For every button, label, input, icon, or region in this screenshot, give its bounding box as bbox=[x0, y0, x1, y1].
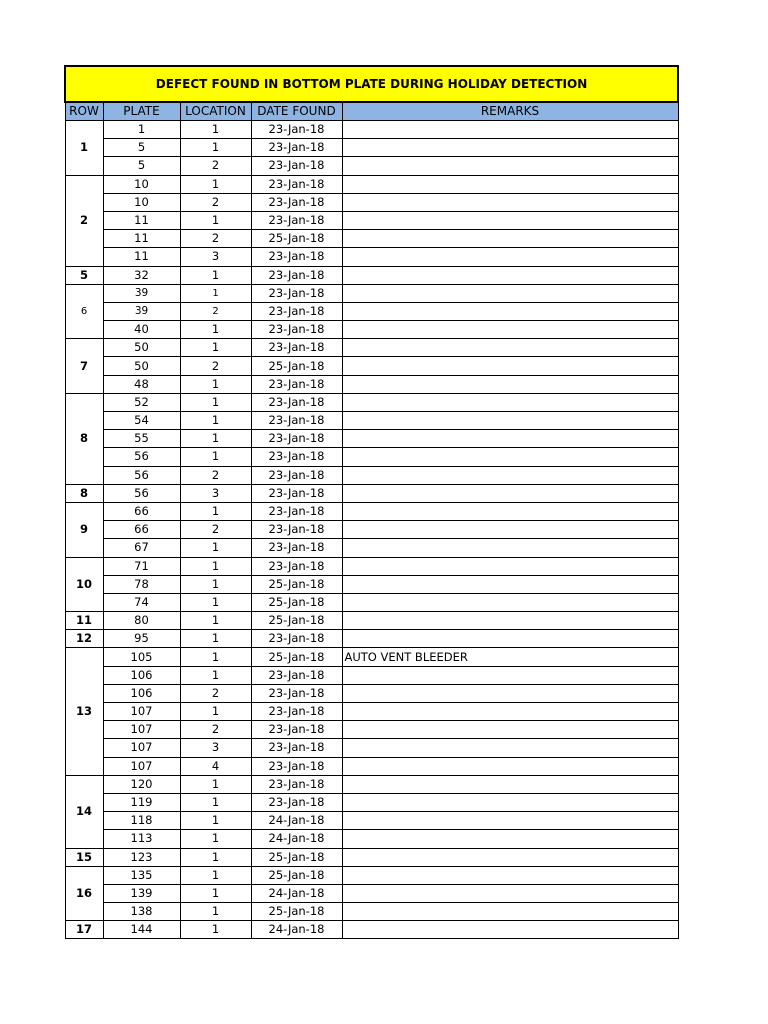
date-found-cell: 23-Jan-18 bbox=[251, 193, 342, 211]
date-found-cell: 23-Jan-18 bbox=[251, 302, 342, 320]
table-row bbox=[65, 339, 678, 357]
location-cell: 1 bbox=[180, 539, 251, 557]
location-cell: 1 bbox=[180, 630, 251, 648]
location-cell: 1 bbox=[180, 848, 251, 866]
column-header-remarks: REMARKS bbox=[342, 102, 678, 121]
table-row bbox=[65, 284, 678, 302]
location-cell: 1 bbox=[180, 412, 251, 430]
plate-cell: 1 bbox=[103, 121, 180, 139]
plate-cell: 95 bbox=[103, 630, 180, 648]
remarks-cell bbox=[342, 757, 678, 775]
table-row bbox=[65, 830, 678, 848]
plate-cell: 71 bbox=[103, 557, 180, 575]
plate-cell: 107 bbox=[103, 757, 180, 775]
table-row bbox=[65, 193, 678, 211]
table-row bbox=[65, 211, 678, 229]
table-row bbox=[65, 412, 678, 430]
location-cell: 1 bbox=[180, 812, 251, 830]
remarks-cell bbox=[342, 375, 678, 393]
date-found-cell: 24-Jan-18 bbox=[251, 812, 342, 830]
location-cell: 1 bbox=[180, 884, 251, 902]
date-found-cell: 23-Jan-18 bbox=[251, 430, 342, 448]
date-found-cell: 23-Jan-18 bbox=[251, 757, 342, 775]
plate-cell: 66 bbox=[103, 502, 180, 520]
plate-cell: 106 bbox=[103, 684, 180, 702]
row-number-cell: 14 bbox=[65, 775, 103, 848]
location-cell: 1 bbox=[180, 211, 251, 229]
date-found-cell: 23-Jan-18 bbox=[251, 139, 342, 157]
remarks-cell bbox=[342, 502, 678, 520]
table-row bbox=[65, 575, 678, 593]
plate-cell: 50 bbox=[103, 339, 180, 357]
plate-cell: 107 bbox=[103, 739, 180, 757]
row-number-cell: 7 bbox=[65, 339, 103, 394]
plate-cell: 32 bbox=[103, 266, 180, 284]
plate-cell: 119 bbox=[103, 793, 180, 811]
table-row bbox=[65, 484, 678, 502]
date-found-cell: 25-Jan-18 bbox=[251, 593, 342, 611]
plate-cell: 56 bbox=[103, 448, 180, 466]
location-cell: 2 bbox=[180, 302, 251, 320]
date-found-cell: 23-Jan-18 bbox=[251, 484, 342, 502]
remarks-cell bbox=[342, 539, 678, 557]
location-cell: 2 bbox=[180, 721, 251, 739]
date-found-cell: 25-Jan-18 bbox=[251, 230, 342, 248]
column-header-date-found: DATE FOUND bbox=[251, 102, 342, 121]
table-row bbox=[65, 230, 678, 248]
location-cell: 1 bbox=[180, 666, 251, 684]
remarks-cell bbox=[342, 121, 678, 139]
table-row bbox=[65, 666, 678, 684]
remarks-cell bbox=[342, 466, 678, 484]
plate-cell: 11 bbox=[103, 248, 180, 266]
plate-cell: 120 bbox=[103, 775, 180, 793]
remarks-cell bbox=[342, 866, 678, 884]
table-row bbox=[65, 903, 678, 921]
table-row bbox=[65, 448, 678, 466]
location-cell: 1 bbox=[180, 903, 251, 921]
location-cell: 1 bbox=[180, 612, 251, 630]
location-cell: 2 bbox=[180, 521, 251, 539]
plate-cell: 39 bbox=[103, 284, 180, 302]
date-found-cell: 23-Jan-18 bbox=[251, 721, 342, 739]
remarks-cell bbox=[342, 812, 678, 830]
location-cell: 1 bbox=[180, 266, 251, 284]
date-found-cell: 23-Jan-18 bbox=[251, 121, 342, 139]
row-number-cell: 17 bbox=[65, 921, 103, 939]
table-row bbox=[65, 430, 678, 448]
remarks-cell bbox=[342, 666, 678, 684]
table-row bbox=[65, 775, 678, 793]
remarks-cell bbox=[342, 211, 678, 229]
remarks-cell bbox=[342, 830, 678, 848]
row-number-cell: 9 bbox=[65, 502, 103, 557]
row-number-cell: 5 bbox=[65, 266, 103, 284]
defect-table bbox=[64, 65, 679, 939]
remarks-cell bbox=[342, 393, 678, 411]
remarks-cell bbox=[342, 884, 678, 902]
remarks-cell bbox=[342, 302, 678, 320]
table-row bbox=[65, 248, 678, 266]
remarks-cell bbox=[342, 630, 678, 648]
row-number-cell: 13 bbox=[65, 648, 103, 775]
date-found-cell: 23-Jan-18 bbox=[251, 684, 342, 702]
location-cell: 3 bbox=[180, 739, 251, 757]
plate-cell: 52 bbox=[103, 393, 180, 411]
remarks-cell bbox=[342, 848, 678, 866]
row-number-cell: 10 bbox=[65, 557, 103, 612]
row-number-cell: 15 bbox=[65, 848, 103, 866]
location-cell: 1 bbox=[180, 648, 251, 666]
date-found-cell: 23-Jan-18 bbox=[251, 739, 342, 757]
remarks-cell bbox=[342, 703, 678, 721]
table-row bbox=[65, 393, 678, 411]
plate-cell: 66 bbox=[103, 521, 180, 539]
date-found-cell: 23-Jan-18 bbox=[251, 248, 342, 266]
remarks-cell bbox=[342, 321, 678, 339]
remarks-cell bbox=[342, 775, 678, 793]
table-row bbox=[65, 502, 678, 520]
location-cell: 1 bbox=[180, 575, 251, 593]
plate-cell: 138 bbox=[103, 903, 180, 921]
column-header-row-label: ROW bbox=[65, 102, 103, 121]
remarks-cell bbox=[342, 739, 678, 757]
date-found-cell: 23-Jan-18 bbox=[251, 539, 342, 557]
table-row bbox=[65, 593, 678, 611]
remarks-cell: AUTO VENT BLEEDER bbox=[342, 648, 678, 666]
table-row bbox=[65, 466, 678, 484]
table-row bbox=[65, 557, 678, 575]
plate-cell: 105 bbox=[103, 648, 180, 666]
location-cell: 1 bbox=[180, 375, 251, 393]
location-cell: 1 bbox=[180, 448, 251, 466]
location-cell: 2 bbox=[180, 193, 251, 211]
table-row bbox=[65, 848, 678, 866]
remarks-cell bbox=[342, 921, 678, 939]
plate-cell: 135 bbox=[103, 866, 180, 884]
remarks-cell bbox=[342, 684, 678, 702]
location-cell: 2 bbox=[180, 466, 251, 484]
plate-cell: 11 bbox=[103, 211, 180, 229]
date-found-cell: 23-Jan-18 bbox=[251, 703, 342, 721]
date-found-cell: 25-Jan-18 bbox=[251, 866, 342, 884]
table-row bbox=[65, 921, 678, 939]
remarks-cell bbox=[342, 793, 678, 811]
location-cell: 1 bbox=[180, 793, 251, 811]
date-found-cell: 25-Jan-18 bbox=[251, 903, 342, 921]
plate-cell: 107 bbox=[103, 721, 180, 739]
table-row bbox=[65, 739, 678, 757]
date-found-cell: 25-Jan-18 bbox=[251, 575, 342, 593]
remarks-cell bbox=[342, 139, 678, 157]
date-found-cell: 23-Jan-18 bbox=[251, 266, 342, 284]
plate-cell: 106 bbox=[103, 666, 180, 684]
remarks-cell bbox=[342, 248, 678, 266]
plate-cell: 48 bbox=[103, 375, 180, 393]
table-row bbox=[65, 157, 678, 175]
table-row bbox=[65, 302, 678, 320]
location-cell: 2 bbox=[180, 230, 251, 248]
date-found-cell: 23-Jan-18 bbox=[251, 630, 342, 648]
plate-cell: 39 bbox=[103, 302, 180, 320]
date-found-cell: 23-Jan-18 bbox=[251, 157, 342, 175]
remarks-cell bbox=[342, 612, 678, 630]
table-body bbox=[65, 121, 678, 939]
remarks-cell bbox=[342, 193, 678, 211]
remarks-cell bbox=[342, 430, 678, 448]
location-cell: 2 bbox=[180, 157, 251, 175]
plate-cell: 5 bbox=[103, 139, 180, 157]
table-row bbox=[65, 703, 678, 721]
date-found-cell: 25-Jan-18 bbox=[251, 648, 342, 666]
date-found-cell: 23-Jan-18 bbox=[251, 448, 342, 466]
remarks-cell bbox=[342, 284, 678, 302]
plate-cell: 139 bbox=[103, 884, 180, 902]
remarks-cell bbox=[342, 339, 678, 357]
column-header-row bbox=[65, 102, 678, 121]
date-found-cell: 23-Jan-18 bbox=[251, 211, 342, 229]
location-cell: 1 bbox=[180, 121, 251, 139]
remarks-cell bbox=[342, 412, 678, 430]
plate-cell: 80 bbox=[103, 612, 180, 630]
location-cell: 1 bbox=[180, 321, 251, 339]
plate-cell: 54 bbox=[103, 412, 180, 430]
date-found-cell: 23-Jan-18 bbox=[251, 557, 342, 575]
date-found-cell: 23-Jan-18 bbox=[251, 521, 342, 539]
table-row bbox=[65, 793, 678, 811]
remarks-cell bbox=[342, 357, 678, 375]
plate-cell: 55 bbox=[103, 430, 180, 448]
date-found-cell: 23-Jan-18 bbox=[251, 284, 342, 302]
table-row bbox=[65, 866, 678, 884]
row-number-cell: 8 bbox=[65, 484, 103, 502]
location-cell: 1 bbox=[180, 866, 251, 884]
location-cell: 1 bbox=[180, 703, 251, 721]
date-found-cell: 23-Jan-18 bbox=[251, 375, 342, 393]
plate-cell: 5 bbox=[103, 157, 180, 175]
row-number-cell: 2 bbox=[65, 175, 103, 266]
date-found-cell: 24-Jan-18 bbox=[251, 884, 342, 902]
location-cell: 1 bbox=[180, 393, 251, 411]
date-found-cell: 23-Jan-18 bbox=[251, 393, 342, 411]
location-cell: 1 bbox=[180, 284, 251, 302]
table-row bbox=[65, 812, 678, 830]
table-row bbox=[65, 175, 678, 193]
remarks-cell bbox=[342, 903, 678, 921]
table-row bbox=[65, 266, 678, 284]
date-found-cell: 23-Jan-18 bbox=[251, 175, 342, 193]
sheet-title: DEFECT FOUND IN BOTTOM PLATE DURING HOLIDAY DETECTION bbox=[65, 66, 678, 102]
table-row bbox=[65, 721, 678, 739]
table-row bbox=[65, 757, 678, 775]
remarks-cell bbox=[342, 721, 678, 739]
table-row bbox=[65, 648, 678, 666]
date-found-cell: 23-Jan-18 bbox=[251, 502, 342, 520]
plate-cell: 56 bbox=[103, 484, 180, 502]
table-row bbox=[65, 375, 678, 393]
table-row bbox=[65, 357, 678, 375]
column-header-location: LOCATION bbox=[180, 102, 251, 121]
row-number-cell: 6 bbox=[65, 284, 103, 339]
plate-cell: 56 bbox=[103, 466, 180, 484]
table-row bbox=[65, 684, 678, 702]
plate-cell: 118 bbox=[103, 812, 180, 830]
plate-cell: 78 bbox=[103, 575, 180, 593]
remarks-cell bbox=[342, 593, 678, 611]
table-row bbox=[65, 539, 678, 557]
location-cell: 1 bbox=[180, 339, 251, 357]
location-cell: 3 bbox=[180, 484, 251, 502]
plate-cell: 11 bbox=[103, 230, 180, 248]
date-found-cell: 23-Jan-18 bbox=[251, 775, 342, 793]
date-found-cell: 24-Jan-18 bbox=[251, 921, 342, 939]
plate-cell: 107 bbox=[103, 703, 180, 721]
remarks-cell bbox=[342, 521, 678, 539]
location-cell: 1 bbox=[180, 830, 251, 848]
remarks-cell bbox=[342, 448, 678, 466]
date-found-cell: 23-Jan-18 bbox=[251, 666, 342, 684]
location-cell: 1 bbox=[180, 593, 251, 611]
location-cell: 1 bbox=[180, 557, 251, 575]
plate-cell: 74 bbox=[103, 593, 180, 611]
table-row bbox=[65, 630, 678, 648]
date-found-cell: 24-Jan-18 bbox=[251, 830, 342, 848]
plate-cell: 40 bbox=[103, 321, 180, 339]
plate-cell: 144 bbox=[103, 921, 180, 939]
row-number-cell: 12 bbox=[65, 630, 103, 648]
date-found-cell: 25-Jan-18 bbox=[251, 612, 342, 630]
date-found-cell: 25-Jan-18 bbox=[251, 357, 342, 375]
table-row bbox=[65, 139, 678, 157]
location-cell: 1 bbox=[180, 502, 251, 520]
table-row bbox=[65, 612, 678, 630]
location-cell: 1 bbox=[180, 921, 251, 939]
row-number-cell: 8 bbox=[65, 393, 103, 484]
plate-cell: 10 bbox=[103, 193, 180, 211]
column-header-plate: PLATE bbox=[103, 102, 180, 121]
location-cell: 2 bbox=[180, 357, 251, 375]
remarks-cell bbox=[342, 557, 678, 575]
location-cell: 1 bbox=[180, 175, 251, 193]
table-row bbox=[65, 521, 678, 539]
location-cell: 3 bbox=[180, 248, 251, 266]
table-row bbox=[65, 121, 678, 139]
remarks-cell bbox=[342, 575, 678, 593]
remarks-cell bbox=[342, 175, 678, 193]
date-found-cell: 25-Jan-18 bbox=[251, 848, 342, 866]
row-number-cell: 11 bbox=[65, 612, 103, 630]
date-found-cell: 23-Jan-18 bbox=[251, 339, 342, 357]
plate-cell: 67 bbox=[103, 539, 180, 557]
remarks-cell bbox=[342, 157, 678, 175]
plate-cell: 10 bbox=[103, 175, 180, 193]
location-cell: 2 bbox=[180, 684, 251, 702]
date-found-cell: 23-Jan-18 bbox=[251, 412, 342, 430]
location-cell: 1 bbox=[180, 775, 251, 793]
remarks-cell bbox=[342, 266, 678, 284]
row-number-cell: 16 bbox=[65, 866, 103, 921]
row-number-cell: 1 bbox=[65, 121, 103, 176]
date-found-cell: 23-Jan-18 bbox=[251, 793, 342, 811]
remarks-cell bbox=[342, 484, 678, 502]
location-cell: 4 bbox=[180, 757, 251, 775]
plate-cell: 50 bbox=[103, 357, 180, 375]
location-cell: 1 bbox=[180, 430, 251, 448]
date-found-cell: 23-Jan-18 bbox=[251, 321, 342, 339]
table-row bbox=[65, 884, 678, 902]
table-row bbox=[65, 321, 678, 339]
remarks-cell bbox=[342, 230, 678, 248]
date-found-cell: 23-Jan-18 bbox=[251, 466, 342, 484]
location-cell: 1 bbox=[180, 139, 251, 157]
plate-cell: 113 bbox=[103, 830, 180, 848]
plate-cell: 123 bbox=[103, 848, 180, 866]
